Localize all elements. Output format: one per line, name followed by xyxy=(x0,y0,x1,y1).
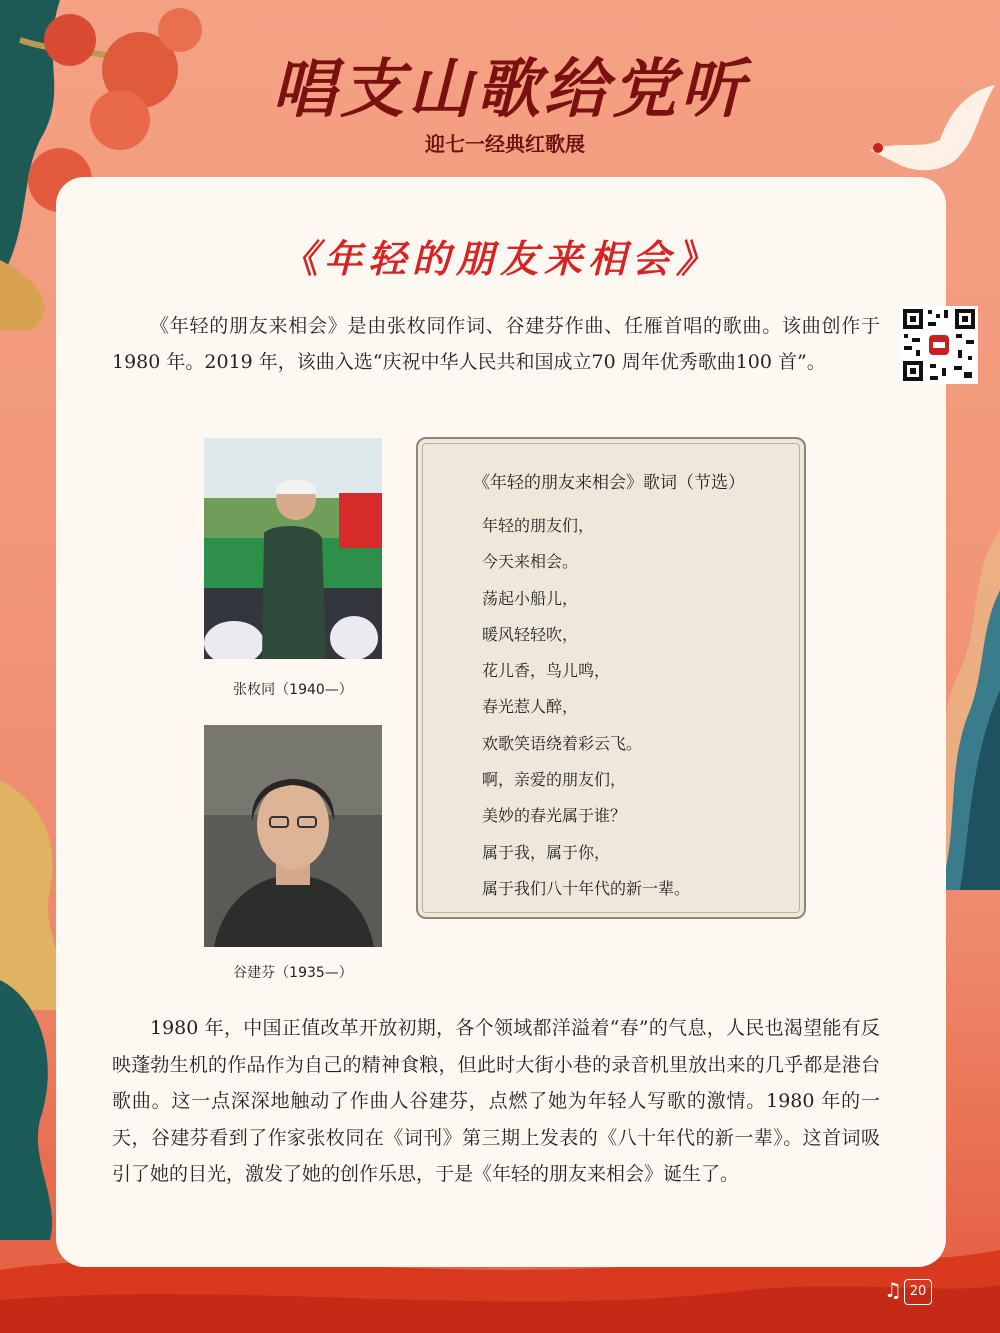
lyric-line: 荡起小船儿， xyxy=(482,588,579,608)
lyric-line: 年轻的朋友们， xyxy=(482,516,595,535)
header-title: 唱支山歌给党听 xyxy=(272,52,748,127)
song-title: 《年轻的朋友来相会》 xyxy=(279,236,720,281)
lyric-line: 暖风轻轻吹， xyxy=(482,624,579,644)
lyric-line: 属于我，属于你， xyxy=(482,842,611,862)
music-note-icon: ♫ xyxy=(884,1278,902,1302)
lyric-line: 今天来相会。 xyxy=(482,552,579,572)
photo-caption: 张枚同（1940—） xyxy=(233,682,353,698)
photo-caption: 谷建芬（1935—） xyxy=(233,965,353,981)
lyrics-title: 《年轻的朋友来相会》歌词（节选） xyxy=(473,473,745,493)
lyrics-list xyxy=(482,508,690,907)
lyric-line: 属于我们八十年代的新一辈。 xyxy=(482,878,691,898)
lyric-line: 啊，亲爱的朋友们， xyxy=(482,770,627,790)
lyric-line: 欢歌笑语绕着彩云飞。 xyxy=(482,733,643,753)
photo-gu-jianfen xyxy=(204,725,382,947)
intro-paragraph: 《年轻的朋友来相会》是由张枚同作词、谷建芬作曲、任雁首唱的歌曲。该曲创作于1980 年。2019 年，该曲入选“庆祝中华人民共和国成立70 周年优秀歌曲100 首”。 xyxy=(112,315,880,373)
photo-zhang-meitong xyxy=(204,438,382,659)
lyric-line: 花儿香，鸟儿鸣， xyxy=(482,661,611,681)
page-number: 20 xyxy=(904,1279,932,1305)
header-subtitle: 迎七一经典红歌展 xyxy=(425,132,585,156)
body-paragraph: 1980 年，中国正值改革开放初期，各个领域都洋溢着“春”的气息，人民也渴望能有反映蓬勃生机的作品作为自己的精神食粮，但此时大街小巷的录音机里放出来的几乎都是港台歌曲。这一点深深地触动了作曲人谷建芬，点燃了她为年轻人写歌的激情。1980 年的一天，谷建芬看到了作家张枚同在《词刊》第三期上发表的《八十年代的新一辈》。这首词吸引了她的目光，激发了她的创作乐思，于是《年轻的朋友来相会》诞生了。 xyxy=(112,1017,880,1185)
qr-code-icon xyxy=(900,306,978,384)
lyric-line: 春光惹人醉， xyxy=(482,697,579,717)
lyric-line: 美妙的春光属于谁？ xyxy=(482,806,627,826)
